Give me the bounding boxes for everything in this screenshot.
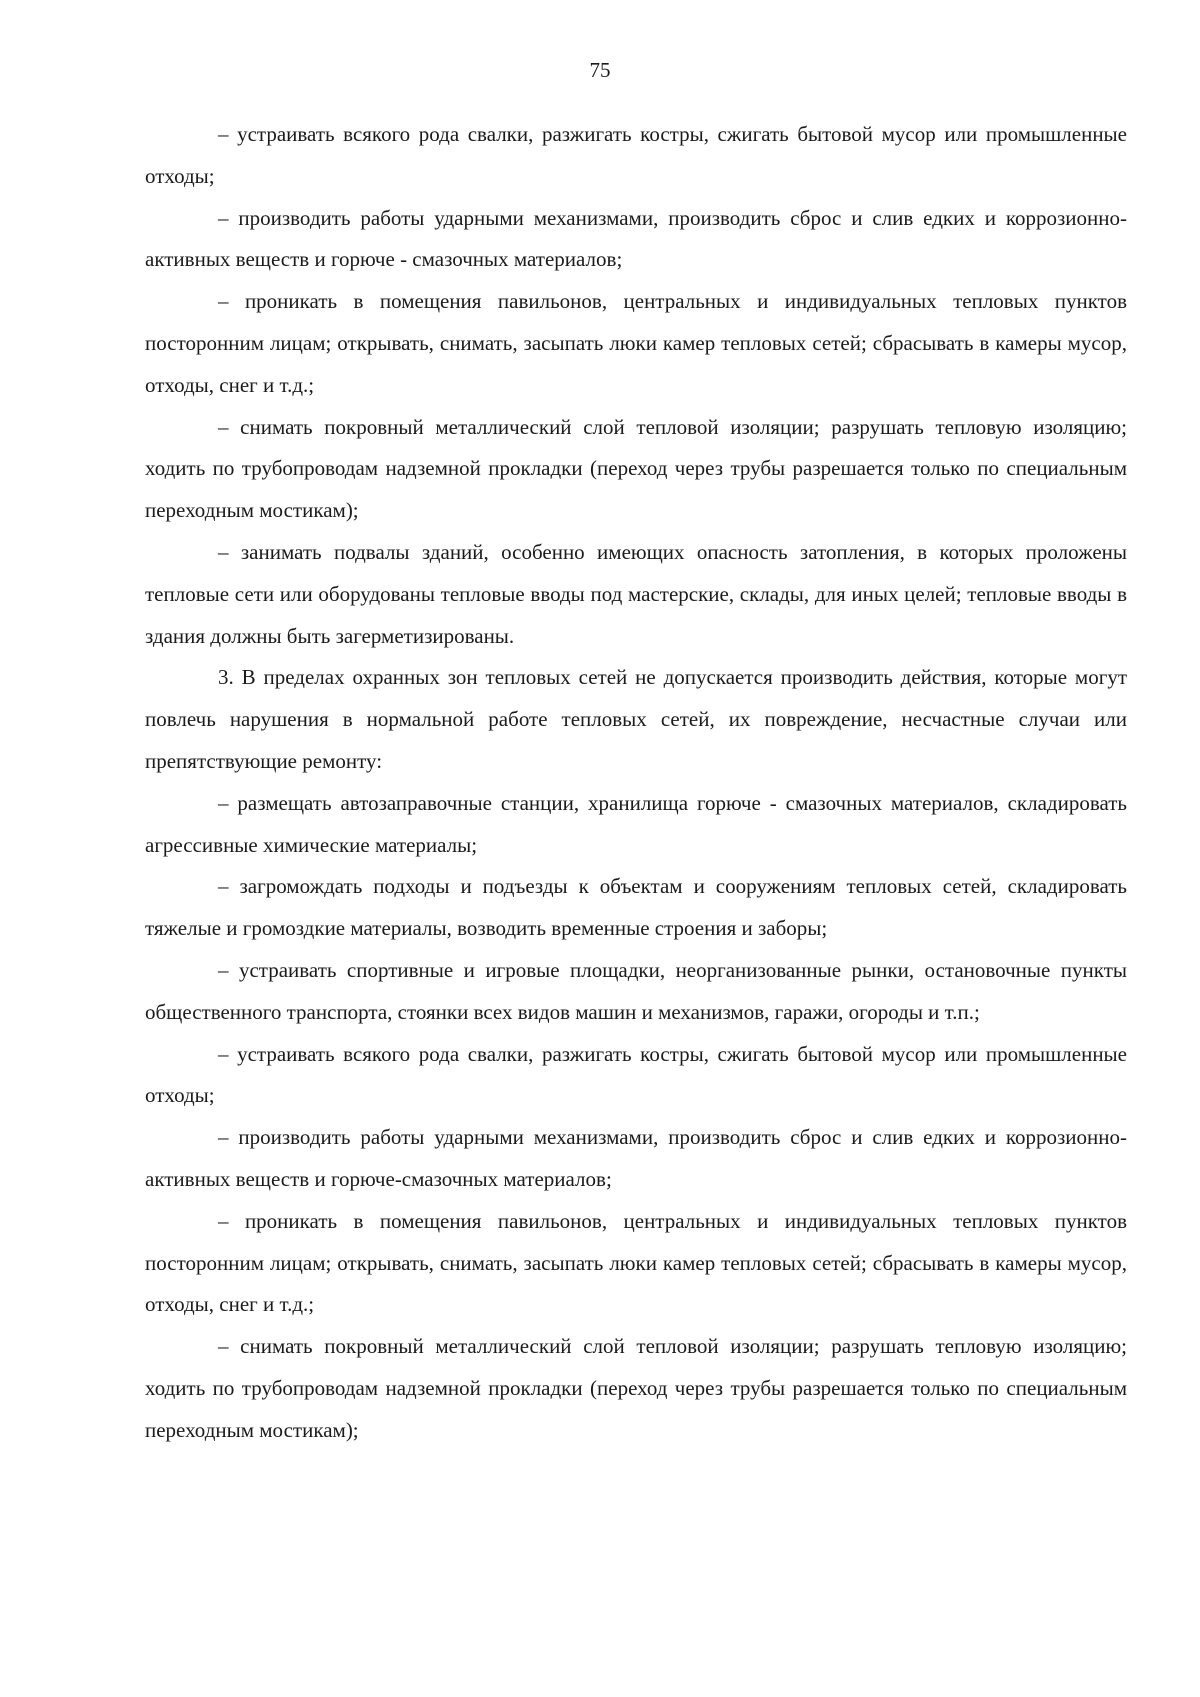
paragraph: – устраивать всякого рода свалки, разжигать костры, сжигать бытовой мусор или промышленные отходы;: [145, 122, 1127, 188]
paragraph: – устраивать спортивные и игровые площадки, неорганизованные рынки, остановочные пункты общественного транспорта, стоянки всех видов машин и механизмов, гаражи, огороды и т.п.;: [145, 957, 1127, 1024]
page-number: 75: [589, 58, 611, 82]
paragraph: – снимать покровный металлический слой тепловой изоляции; разрушать тепловую изоляцию; ходить по трубопроводам надземной прокладки (переход через трубы разрешается только по специальным переходным мостикам);: [145, 1334, 1127, 1442]
paragraph: – проникать в помещения павильонов, центральных и индивидуальных тепловых пунктов посторонним лицам; открывать, снимать, засыпать люки камер тепловых сетей; сбрасывать в камеры мусор, отходы, снег и т.д.;: [145, 1208, 1127, 1317]
paragraph: – занимать подвалы зданий, особенно имеющих опасность затопления, в которых проложены тепловые сети или оборудованы тепловые вводы под мастерские, склады, для иных целей; тепловые вводы в здания должны быть загерметизированы.: [145, 539, 1127, 648]
paragraph: – производить работы ударными механизмами, производить сброс и слив едких и коррозионно-активных веществ и горюче - смазочных материалов;: [145, 205, 1127, 272]
paragraph: – устраивать всякого рода свалки, разжигать костры, сжигать бытовой мусор или промышленные отходы;: [145, 1041, 1127, 1108]
paragraph: – загромождать подходы и подъезды к объектам и сооружениям тепловых сетей, складировать тяжелые и громоздкие материалы, возводить временные строения и заборы;: [145, 874, 1127, 941]
paragraph: – проникать в помещения павильонов, центральных и индивидуальных тепловых пунктов посторонним лицам; открывать, снимать, засыпать люки камер тепловых сетей; сбрасывать в камеры мусор, отходы, снег и т.д.;: [145, 289, 1127, 397]
page-body: [145, 114, 1127, 1452]
paragraph: 3. В пределах охранных зон тепловых сетей не допускается производить действия, которые могут повлечь нарушения в нормальной работе тепловых сетей, их повреждение, несчастные случаи или препятствующие ремонту:: [145, 665, 1127, 773]
paragraph: – производить работы ударными механизмами, производить сброс и слив едких и коррозионно-активных веществ и горюче-смазочных материалов;: [145, 1125, 1127, 1191]
paragraph: – размещать автозаправочные станции, хранилища горюче - смазочных материалов, складировать агрессивные химические материалы;: [145, 790, 1127, 857]
paragraph: – снимать покровный металлический слой тепловой изоляции; разрушать тепловую изоляцию; ходить по трубопроводам надземной прокладки (переход через трубы разрешается только по специальным переходным мостикам);: [145, 414, 1127, 523]
